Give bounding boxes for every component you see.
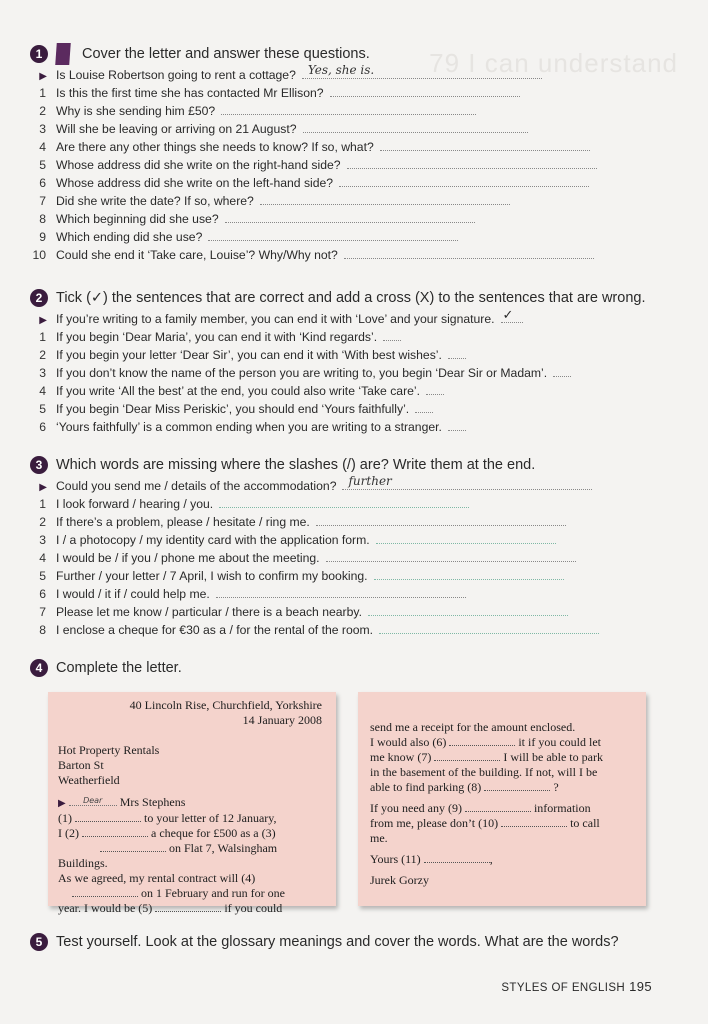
question-row	[30, 418, 670, 436]
letter-text: on Flat 7, Walsingham Buildings.	[58, 841, 278, 870]
answer-line[interactable]	[415, 401, 433, 413]
handwritten-answer: Dear	[83, 796, 103, 805]
question-row	[30, 328, 670, 346]
letter-right-panel	[358, 692, 646, 906]
question-row	[30, 156, 670, 174]
answer-line[interactable]	[225, 211, 475, 223]
blank-9[interactable]	[465, 801, 531, 812]
letter-text: it if you could let	[518, 735, 601, 749]
show-through-text: 79 I can understand	[429, 48, 678, 78]
answer-line[interactable]	[448, 419, 466, 431]
question-text: Why is she sending him £50?	[56, 104, 216, 118]
letter-left-panel	[48, 692, 336, 915]
answer-line[interactable]	[221, 103, 476, 115]
question-text: I look forward / hearing / you.	[56, 497, 214, 511]
page-number: 195	[629, 979, 652, 994]
example-row	[30, 63, 670, 84]
blank-6[interactable]	[449, 735, 515, 746]
question-text: Which ending did she use?	[56, 230, 203, 244]
answer-line[interactable]	[342, 474, 592, 490]
answer-line[interactable]	[330, 85, 520, 97]
letter-text: to call	[570, 816, 600, 830]
question-row	[30, 174, 670, 192]
answer-line[interactable]	[208, 229, 458, 241]
question-text: Is this the first time she has contacted Mr Ellison?	[56, 86, 324, 100]
letter-text: a cheque for £500 as a (3)	[151, 826, 276, 840]
question-row	[30, 346, 670, 364]
letter-text: Yours (11)	[370, 852, 421, 866]
question-number: 7	[39, 194, 46, 208]
blank-2[interactable]	[82, 826, 148, 837]
exercise-4	[30, 658, 670, 678]
question-number: 6	[39, 587, 46, 601]
question-list	[30, 474, 670, 639]
letter-text: I (2)	[58, 826, 79, 840]
question-text: If you don’t know the name of the person you are writing to, you begin ‘Dear Sir or Madam’.	[56, 366, 548, 380]
letter-text: me know (7)	[370, 750, 432, 764]
letter-line	[58, 886, 322, 901]
recipient-line: Weatherfield	[58, 773, 120, 787]
arrow-icon: ▶	[39, 482, 47, 493]
question-text: Are there any other things she needs to know? If so, what?	[56, 140, 374, 154]
handwritten-answer: Yes, she is.	[307, 63, 375, 77]
question-number: 3	[39, 533, 46, 547]
answer-line[interactable]	[374, 568, 564, 580]
question-number: 2	[39, 348, 46, 362]
question-text: Which beginning did she use?	[56, 212, 219, 226]
question-row	[30, 382, 670, 400]
question-text: Will she be leaving or arriving on 21 August?	[56, 122, 297, 136]
question-text: If you’re writing to a family member, you can end it with ‘Love’ and your signature.	[56, 312, 495, 326]
letter-line	[370, 735, 632, 750]
sender-address: 40 Lincoln Rise, Churchfield, Yorkshire	[129, 698, 322, 712]
question-text: If you begin ‘Dear Miss Periskic’, you should end ‘Yours faithfully’.	[56, 402, 410, 416]
exercise-instruction: Tick (✓) the sentences that are correct and add a cross (X) to the sentences that are wrong.	[56, 290, 646, 306]
page-footer	[501, 979, 652, 994]
answer-line[interactable]	[426, 383, 444, 395]
question-text: I would / it if / could help me.	[56, 587, 210, 601]
question-text: I / a photocopy / my identity card with the application form.	[56, 533, 370, 547]
exercise-instruction: Which words are missing where the slashes (/) are? Write them at the end.	[56, 457, 536, 473]
arrow-icon: ▶	[39, 315, 47, 326]
question-text: Please let me know / particular / there is a beach nearby.	[56, 605, 362, 619]
question-row	[30, 228, 670, 246]
letter-line: in the basement of the building. If not, will I be	[370, 765, 598, 779]
exercise-instruction: Test yourself. Look at the glossary meanings and cover the words. What are the words?	[56, 934, 619, 950]
question-number: 4	[39, 140, 46, 154]
answer-line[interactable]	[260, 193, 510, 205]
exercise-number: 4	[30, 659, 48, 677]
letter-line	[370, 816, 632, 831]
letter-line	[58, 841, 322, 871]
answer-line[interactable]	[376, 532, 556, 544]
letter-text: information	[533, 801, 591, 815]
question-text: If you write ‘All the best’ at the end, you could also write ‘Take care’.	[56, 384, 420, 398]
letter-line	[370, 750, 632, 765]
question-row	[30, 210, 670, 228]
question-row	[30, 84, 670, 102]
question-text: If there’s a problem, please / hesitate / ring me.	[56, 515, 310, 529]
letter-line: send me a receipt for the amount enclosed.	[370, 720, 576, 734]
letter-text: from me, please don’t (10)	[370, 816, 499, 830]
question-text: Whose address did she write on the left-hand side?	[56, 176, 334, 190]
question-text: Did she write the date? If so, where?	[56, 194, 254, 208]
exercise-instruction: Complete the letter.	[56, 660, 182, 676]
question-row	[30, 102, 670, 120]
question-row	[30, 603, 670, 621]
example-row	[30, 307, 670, 328]
letter-line	[58, 901, 322, 916]
answer-line[interactable]	[379, 622, 599, 634]
question-number: 5	[39, 569, 46, 583]
question-row	[30, 400, 670, 418]
question-number: 1	[39, 330, 46, 344]
question-number: 9	[39, 230, 46, 244]
handwritten-answer: further	[348, 474, 392, 488]
question-row	[30, 120, 670, 138]
exercise-number: 2	[30, 289, 48, 307]
letter-date: 14 January 2008	[242, 713, 322, 727]
question-text: Whose address did she write on the right-hand side?	[56, 158, 341, 172]
question-text: Could you send me / details of the accommodation?	[56, 479, 337, 493]
salutation-name: Mrs Stephens	[119, 795, 186, 809]
answer-line[interactable]	[302, 63, 542, 79]
letter-line	[370, 852, 632, 867]
question-number: 2	[39, 104, 46, 118]
cover-icon	[55, 43, 71, 65]
question-row	[30, 549, 670, 567]
question-row	[30, 364, 670, 382]
salutation	[58, 795, 322, 811]
answer-line[interactable]	[316, 514, 566, 526]
letter-text: I would also (6)	[370, 735, 447, 749]
question-row	[30, 192, 670, 210]
letter-text: if you could	[224, 901, 283, 915]
question-text: Could she end it ‘Take care, Louise’? Why/Why not?	[56, 248, 338, 262]
letter-text: If you need any (9)	[370, 801, 462, 815]
letter-text: able to find parking (8)	[370, 780, 482, 794]
question-number: 10	[32, 248, 46, 262]
answer-line[interactable]	[339, 175, 589, 187]
question-number: 6	[39, 176, 46, 190]
question-text: If you begin your letter ‘Dear Sir’, you can end it with ‘With best wishes’.	[56, 348, 442, 362]
question-number: 8	[39, 212, 46, 226]
answer-line[interactable]	[326, 550, 576, 562]
tick-answer: ✓	[502, 307, 514, 322]
question-row	[30, 531, 670, 549]
answer-line[interactable]	[303, 121, 528, 133]
answer-line[interactable]	[501, 307, 523, 323]
question-number: 5	[39, 158, 46, 172]
question-list	[30, 307, 670, 436]
blank-11[interactable]	[424, 852, 490, 863]
question-text: ‘Yours faithfully’ is a common ending when you are writing to a stranger.	[56, 420, 442, 434]
exercise-1	[30, 44, 670, 264]
blank-number: (1)	[58, 811, 72, 825]
question-number: 7	[39, 605, 46, 619]
blank-7[interactable]	[434, 750, 500, 761]
question-text: If you begin ‘Dear Maria’, you can end it with ‘Kind regards’.	[56, 330, 378, 344]
recipient-line: Barton St	[58, 758, 104, 772]
answer-line[interactable]	[380, 139, 590, 151]
letter-line	[58, 811, 322, 826]
question-number: 4	[39, 551, 46, 565]
arrow-icon: ▶	[58, 798, 66, 809]
letter-line	[370, 780, 632, 795]
exercise-number: 3	[30, 456, 48, 474]
blank-1[interactable]	[75, 811, 141, 822]
question-row	[30, 513, 670, 531]
exercise-5	[30, 932, 670, 952]
letter-text: ,	[489, 852, 493, 866]
letter-text: on 1 February and run for one	[141, 886, 285, 900]
question-row	[30, 495, 670, 513]
exercise-number: 1	[30, 45, 48, 63]
question-row	[30, 585, 670, 603]
question-row	[30, 621, 670, 639]
letter-text: to your letter of 12 January,	[144, 811, 277, 825]
exercise-number: 5	[30, 933, 48, 951]
question-text: Further / your letter / 7 April, I wish to confirm my booking.	[56, 569, 368, 583]
question-number: 1	[39, 497, 46, 511]
answer-line[interactable]	[553, 365, 571, 377]
question-text: I would be / if you / phone me about the meeting.	[56, 551, 320, 565]
answer-line[interactable]	[448, 347, 466, 359]
exercise-3	[30, 455, 670, 639]
question-text: I enclose a cheque for €30 as a / for the rental of the room.	[56, 623, 374, 637]
question-number: 1	[39, 86, 46, 100]
letter-line: me.	[370, 831, 388, 845]
blank-10[interactable]	[501, 816, 567, 827]
letter-text: ?	[553, 780, 559, 794]
letter-line: As we agreed, my rental contract will (4)	[58, 871, 256, 885]
letter-signature: Jurek Gorzy	[370, 873, 429, 887]
answer-line[interactable]	[219, 496, 469, 508]
letter-text: I will be able to park	[503, 750, 603, 764]
letter-line	[58, 826, 322, 841]
answer-line[interactable]	[383, 329, 401, 341]
question-row	[30, 138, 670, 156]
blank-dear[interactable]	[69, 795, 117, 806]
exercise-2	[30, 288, 670, 436]
exercise-instruction: Cover the letter and answer these questions.	[82, 46, 370, 62]
blank-4[interactable]	[72, 886, 138, 897]
answer-line[interactable]	[368, 604, 568, 616]
section-name: STYLES OF ENGLISH	[501, 982, 626, 994]
answer-line[interactable]	[344, 247, 594, 259]
answer-line[interactable]	[347, 157, 597, 169]
question-number: 8	[39, 623, 46, 637]
question-row	[30, 246, 670, 264]
question-number: 5	[39, 402, 46, 416]
question-number: 4	[39, 384, 46, 398]
question-list	[30, 63, 670, 264]
blank-3[interactable]	[100, 841, 166, 852]
arrow-icon: ▶	[39, 71, 47, 82]
question-number: 2	[39, 515, 46, 529]
letter-line	[370, 801, 632, 816]
question-number: 3	[39, 366, 46, 380]
example-row	[30, 474, 670, 495]
blank-5[interactable]	[155, 901, 221, 912]
question-row	[30, 567, 670, 585]
question-number: 3	[39, 122, 46, 136]
answer-line[interactable]	[216, 586, 466, 598]
recipient-line: Hot Property Rentals	[58, 743, 160, 757]
question-number: 6	[39, 420, 46, 434]
letter-text: year. I would be (5)	[58, 901, 153, 915]
question-text: Is Louise Robertson going to rent a cottage?	[56, 68, 296, 82]
blank-8[interactable]	[484, 780, 550, 791]
